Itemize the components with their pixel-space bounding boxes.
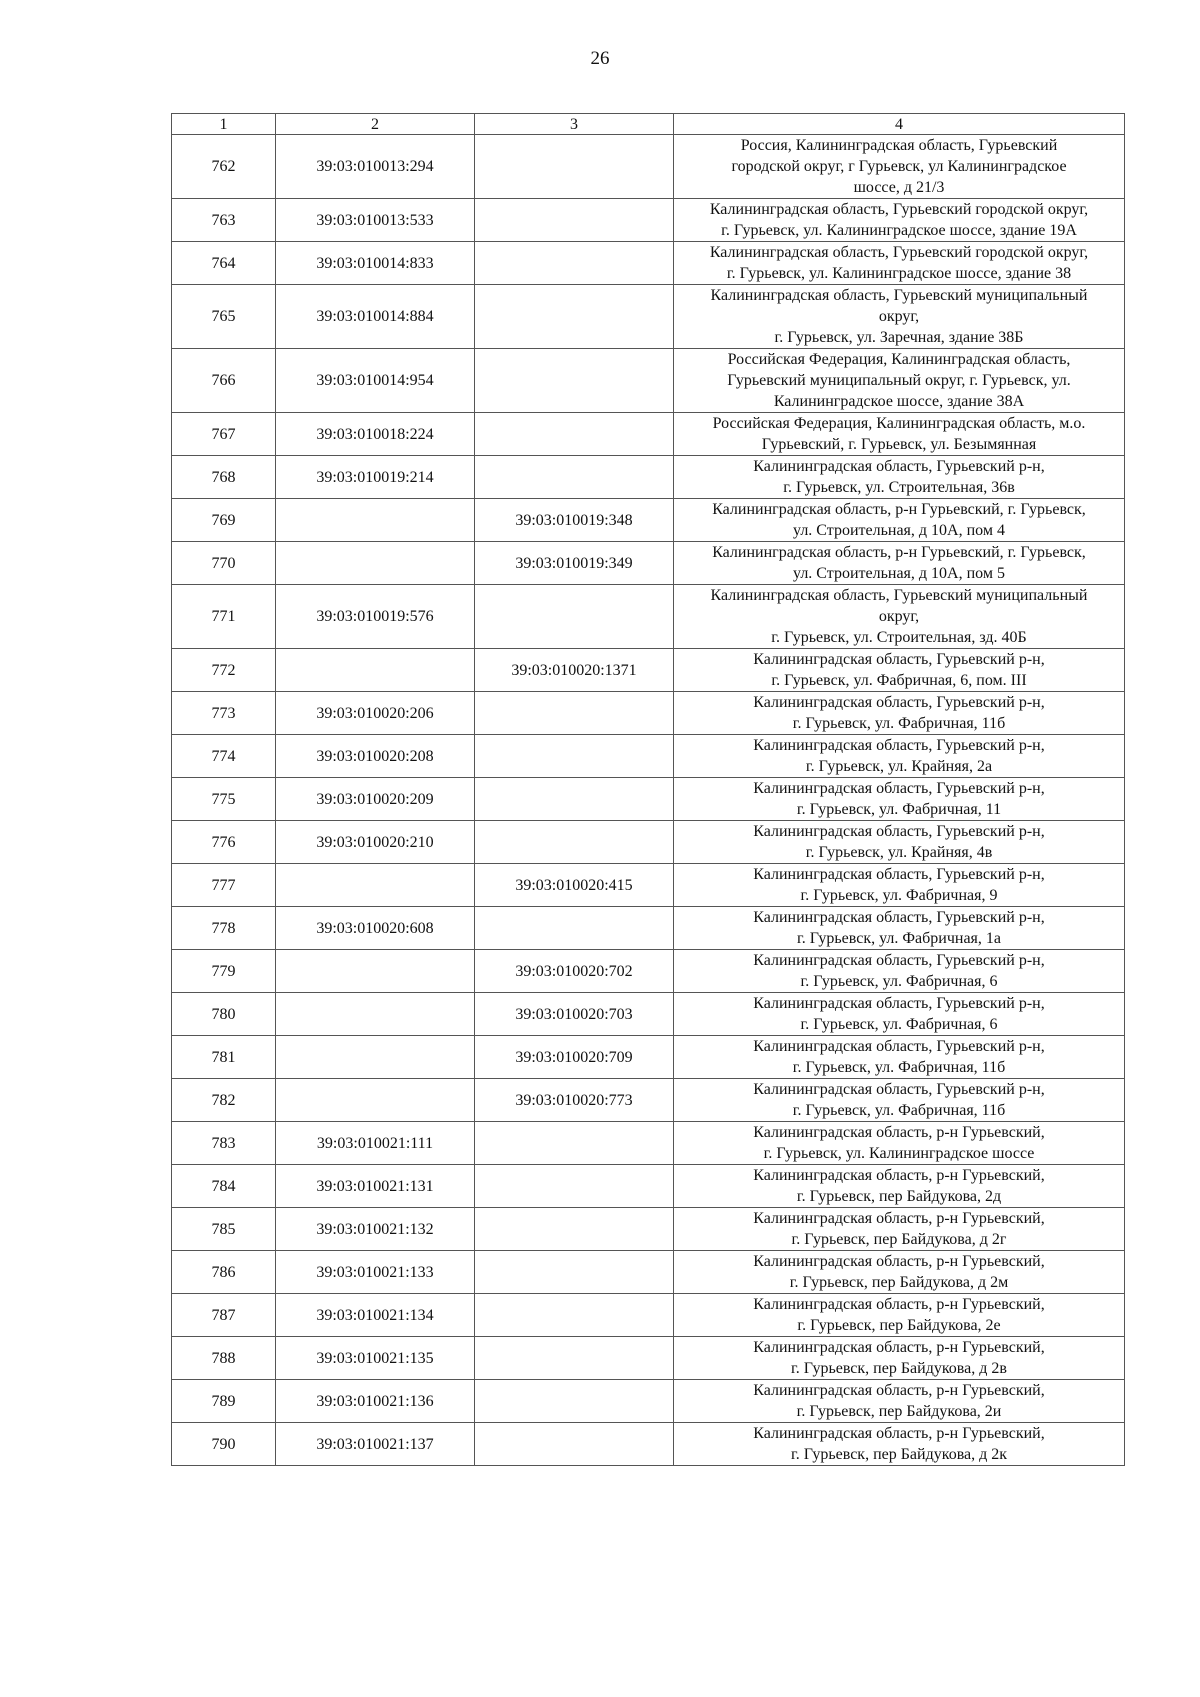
address-line: Калининградская область, Гурьевский р-н, <box>753 909 1045 926</box>
row-number-cell: 788 <box>172 1337 276 1380</box>
address-cell <box>674 1079 1125 1122</box>
table-row <box>172 1337 1125 1380</box>
row-number-cell: 763 <box>172 199 276 242</box>
table-row <box>172 456 1125 499</box>
row-number-cell: 773 <box>172 692 276 735</box>
table-row <box>172 285 1125 349</box>
address-line: г. Гурьевск, ул. Строительная, 36в <box>783 479 1015 496</box>
row-number-cell: 781 <box>172 1036 276 1079</box>
address-line: Калининградская область, Гурьевский р-н, <box>753 995 1045 1012</box>
table-row <box>172 1165 1125 1208</box>
address-cell <box>674 135 1125 199</box>
address-cell <box>674 1380 1125 1423</box>
address-line: Калининградское шоссе, здание 38А <box>773 393 1025 410</box>
address-line: Гурьевский муниципальный округ, г. Гурьевск, ул. <box>727 372 1071 389</box>
table-row <box>172 1251 1125 1294</box>
header-row <box>172 114 1125 135</box>
row-number-cell: 776 <box>172 821 276 864</box>
address-line: Калининградская область, Гурьевский р-н, <box>753 952 1045 969</box>
related-number-cell <box>475 1208 674 1251</box>
related-number-cell: 39:03:010020:773 <box>475 1079 674 1122</box>
table-row <box>172 950 1125 993</box>
address-cell <box>674 1036 1125 1079</box>
address-cell <box>674 242 1125 285</box>
address-line: округ, <box>878 608 920 625</box>
address-line: Калининградская область, р-н Гурьевский, <box>753 1296 1045 1313</box>
row-number-cell: 780 <box>172 993 276 1036</box>
address-line: Калининградская область, р-н Гурьевский, <box>753 1210 1045 1227</box>
address-line: Калининградская область, Гурьевский р-н, <box>753 458 1045 475</box>
related-number-cell <box>475 821 674 864</box>
cadastral-number-cell <box>276 950 475 993</box>
address-line: Калининградская область, Гурьевский р-н, <box>753 694 1045 711</box>
address-line: г. Гурьевск, ул. Фабричная, 11б <box>792 1059 1006 1076</box>
row-number-cell: 771 <box>172 585 276 649</box>
related-number-cell <box>475 692 674 735</box>
address-cell <box>674 199 1125 242</box>
cadastral-number-cell <box>276 542 475 585</box>
address-line: Калининградская область, Гурьевский р-н, <box>753 651 1045 668</box>
cadastral-number-cell <box>276 993 475 1036</box>
table-row <box>172 242 1125 285</box>
address-line: г. Гурьевск, ул. Калининградское шоссе <box>763 1145 1035 1162</box>
address-line: г. Гурьевск, пер Байдукова, 2д <box>796 1188 1002 1205</box>
address-line: г. Гурьевск, ул. Калининградское шоссе, здание 19А <box>721 222 1077 239</box>
address-line: г. Гурьевск, ул. Фабричная, 6 <box>800 1016 998 1033</box>
column-header: 2 <box>276 114 475 135</box>
address-cell <box>674 821 1125 864</box>
address-cell <box>674 413 1125 456</box>
address-cell <box>674 649 1125 692</box>
address-cell <box>674 1208 1125 1251</box>
address-line: г. Гурьевск, пер Байдукова, д 2г <box>791 1231 1007 1248</box>
cadastral-number-cell: 39:03:010014:954 <box>276 349 475 413</box>
cadastral-number-cell: 39:03:010014:833 <box>276 242 475 285</box>
table-row <box>172 1423 1125 1466</box>
address-line: Российская Федерация, Калининградская область, м.о. <box>712 415 1086 432</box>
address-line: Калининградская область, р-н Гурьевский, <box>753 1382 1045 1399</box>
address-line: Калининградская область, Гурьевский муниципальный <box>710 587 1088 604</box>
address-line: ул. Строительная, д 10А, пом 4 <box>793 522 1005 539</box>
table-row <box>172 1294 1125 1337</box>
address-cell <box>674 1122 1125 1165</box>
address-line: г. Гурьевск, ул. Фабричная, 6, пом. III <box>771 672 1027 689</box>
cadastral-number-cell: 39:03:010018:224 <box>276 413 475 456</box>
address-line: шоссе, д 21/3 <box>853 179 945 196</box>
table-row <box>172 735 1125 778</box>
address-cell <box>674 778 1125 821</box>
cadastral-number-cell: 39:03:010021:111 <box>276 1122 475 1165</box>
address-line: Калининградская область, Гурьевский городской округ, <box>709 201 1089 218</box>
related-number-cell <box>475 456 674 499</box>
table-row <box>172 413 1125 456</box>
cadastral-number-cell: 39:03:010013:294 <box>276 135 475 199</box>
address-line: Калининградская область, р-н Гурьевский, <box>753 1124 1045 1141</box>
address-cell <box>674 993 1125 1036</box>
address-cell <box>674 735 1125 778</box>
address-cell <box>674 1337 1125 1380</box>
address-line: г. Гурьевск, ул. Фабричная, 6 <box>800 973 998 990</box>
address-cell <box>674 585 1125 649</box>
cadastral-number-cell: 39:03:010020:208 <box>276 735 475 778</box>
table-row <box>172 692 1125 735</box>
address-line: Калининградская область, Гурьевский р-н, <box>753 737 1045 754</box>
address-line: округ, <box>878 308 920 325</box>
row-number-cell: 768 <box>172 456 276 499</box>
address-cell <box>674 499 1125 542</box>
cadastral-number-cell: 39:03:010021:131 <box>276 1165 475 1208</box>
address-line: Калининградская область, Гурьевский муниципальный <box>710 287 1088 304</box>
cadastral-number-cell: 39:03:010021:136 <box>276 1380 475 1423</box>
table-row <box>172 1380 1125 1423</box>
row-number-cell: 772 <box>172 649 276 692</box>
address-line: г. Гурьевск, ул. Калининградское шоссе, здание 38 <box>726 265 1072 282</box>
related-number-cell <box>475 585 674 649</box>
table-row <box>172 1036 1125 1079</box>
related-number-cell <box>475 735 674 778</box>
table-row <box>172 821 1125 864</box>
table-row <box>172 1122 1125 1165</box>
cadastral-number-cell <box>276 649 475 692</box>
address-cell <box>674 692 1125 735</box>
address-line: г. Гурьевск, пер Байдукова, д 2к <box>790 1446 1008 1463</box>
table-row <box>172 349 1125 413</box>
related-number-cell: 39:03:010020:703 <box>475 993 674 1036</box>
cadastral-number-cell: 39:03:010020:608 <box>276 907 475 950</box>
address-cell <box>674 456 1125 499</box>
address-cell <box>674 950 1125 993</box>
row-number-cell: 765 <box>172 285 276 349</box>
table-row <box>172 1208 1125 1251</box>
cadastral-number-cell: 39:03:010020:206 <box>276 692 475 735</box>
address-line: г. Гурьевск, ул. Фабричная, 11б <box>792 715 1006 732</box>
address-cell <box>674 1251 1125 1294</box>
row-number-cell: 787 <box>172 1294 276 1337</box>
address-cell <box>674 1294 1125 1337</box>
address-line: г. Гурьевск, ул. Фабричная, 11б <box>792 1102 1006 1119</box>
related-number-cell <box>475 349 674 413</box>
table-row <box>172 649 1125 692</box>
address-line: г. Гурьевск, ул. Крайняя, 2а <box>805 758 993 775</box>
address-line: г. Гурьевск, ул. Фабричная, 9 <box>800 887 998 904</box>
row-number-cell: 785 <box>172 1208 276 1251</box>
related-number-cell <box>475 1122 674 1165</box>
table-row <box>172 864 1125 907</box>
address-line: г. Гурьевск, ул. Фабричная, 11 <box>796 801 1002 818</box>
address-cell <box>674 864 1125 907</box>
address-line: Калининградская область, р-н Гурьевский, г. Гурьевск, <box>712 544 1086 561</box>
cadastral-number-cell <box>276 1079 475 1122</box>
cadastral-number-cell: 39:03:010014:884 <box>276 285 475 349</box>
cadastral-number-cell: 39:03:010021:134 <box>276 1294 475 1337</box>
address-line: Калининградская область, Гурьевский р-н, <box>753 823 1045 840</box>
cadastral-number-cell <box>276 864 475 907</box>
column-header: 1 <box>172 114 276 135</box>
address-cell <box>674 1423 1125 1466</box>
table-row <box>172 993 1125 1036</box>
column-header: 4 <box>674 114 1125 135</box>
row-number-cell: 778 <box>172 907 276 950</box>
table-row <box>172 135 1125 199</box>
cadastral-number-cell: 39:03:010020:210 <box>276 821 475 864</box>
address-line: Калининградская область, р-н Гурьевский, <box>753 1425 1045 1442</box>
related-number-cell <box>475 1380 674 1423</box>
related-number-cell <box>475 285 674 349</box>
row-number-cell: 782 <box>172 1079 276 1122</box>
table-row <box>172 542 1125 585</box>
row-number-cell: 766 <box>172 349 276 413</box>
row-number-cell: 774 <box>172 735 276 778</box>
address-cell <box>674 1165 1125 1208</box>
row-number-cell: 775 <box>172 778 276 821</box>
related-number-cell: 39:03:010020:415 <box>475 864 674 907</box>
related-number-cell <box>475 778 674 821</box>
related-number-cell <box>475 1165 674 1208</box>
related-number-cell: 39:03:010019:349 <box>475 542 674 585</box>
table-row <box>172 1079 1125 1122</box>
address-cell <box>674 285 1125 349</box>
cadastral-number-cell: 39:03:010019:576 <box>276 585 475 649</box>
address-cell <box>674 349 1125 413</box>
column-header: 3 <box>475 114 674 135</box>
address-line: Калининградская область, р-н Гурьевский, г. Гурьевск, <box>712 501 1086 518</box>
related-number-cell: 39:03:010020:1371 <box>475 649 674 692</box>
address-line: Калининградская область, р-н Гурьевский, <box>753 1339 1045 1356</box>
related-number-cell <box>475 1251 674 1294</box>
table-row <box>172 778 1125 821</box>
related-number-cell <box>475 907 674 950</box>
cadastral-number-cell: 39:03:010013:533 <box>276 199 475 242</box>
address-line: Калининградская область, Гурьевский р-н, <box>753 780 1045 797</box>
page-number: 26 <box>590 48 610 69</box>
row-number-cell: 789 <box>172 1380 276 1423</box>
row-number-cell: 786 <box>172 1251 276 1294</box>
address-line: Калининградская область, Гурьевский р-н, <box>753 866 1045 883</box>
row-number-cell: 770 <box>172 542 276 585</box>
row-number-cell: 790 <box>172 1423 276 1466</box>
address-line: городской округ, г Гурьевск, ул Калининградское <box>731 158 1067 175</box>
address-line: Российская Федерация, Калининградская область, <box>727 351 1071 368</box>
table-row <box>172 499 1125 542</box>
cadastral-number-cell: 39:03:010021:135 <box>276 1337 475 1380</box>
related-number-cell: 39:03:010019:348 <box>475 499 674 542</box>
row-number-cell: 769 <box>172 499 276 542</box>
related-number-cell <box>475 1294 674 1337</box>
address-cell <box>674 907 1125 950</box>
row-number-cell: 764 <box>172 242 276 285</box>
address-line: Калининградская область, Гурьевский городской округ, <box>709 244 1089 261</box>
address-line: Калининградская область, Гурьевский р-н, <box>753 1081 1045 1098</box>
address-cell <box>674 542 1125 585</box>
related-number-cell <box>475 413 674 456</box>
row-number-cell: 783 <box>172 1122 276 1165</box>
cadastral-number-cell <box>276 499 475 542</box>
address-line: г. Гурьевск, пер Байдукова, д 2м <box>789 1274 1009 1291</box>
row-number-cell: 767 <box>172 413 276 456</box>
cadastral-number-cell: 39:03:010019:214 <box>276 456 475 499</box>
cadastral-number-cell: 39:03:010021:133 <box>276 1251 475 1294</box>
registry-body <box>172 114 1125 1466</box>
related-number-cell: 39:03:010020:709 <box>475 1036 674 1079</box>
address-line: Калининградская область, Гурьевский р-н, <box>753 1038 1045 1055</box>
address-line: Калининградская область, р-н Гурьевский, <box>753 1167 1045 1184</box>
table-row <box>172 907 1125 950</box>
row-number-cell: 779 <box>172 950 276 993</box>
related-number-cell <box>475 1423 674 1466</box>
row-number-cell: 784 <box>172 1165 276 1208</box>
cadastral-number-cell: 39:03:010021:137 <box>276 1423 475 1466</box>
address-line: Россия, Калининградская область, Гурьевский <box>740 137 1058 154</box>
table-row <box>172 585 1125 649</box>
address-line: г. Гурьевск, ул. Строительная, зд. 40Б <box>771 629 1027 646</box>
address-line: г. Гурьевск, ул. Заречная, здание 38Б <box>774 329 1024 346</box>
address-line: г. Гурьевск, пер Байдукова, 2е <box>797 1317 1001 1334</box>
row-number-cell: 762 <box>172 135 276 199</box>
registry-table <box>171 113 1125 1466</box>
related-number-cell <box>475 1337 674 1380</box>
cadastral-number-cell: 39:03:010020:209 <box>276 778 475 821</box>
table-row <box>172 199 1125 242</box>
row-number-cell: 777 <box>172 864 276 907</box>
address-line: г. Гурьевск, ул. Фабричная, 1а <box>796 930 1002 947</box>
address-line: ул. Строительная, д 10А, пом 5 <box>793 565 1005 582</box>
address-line: Гурьевский, г. Гурьевск, ул. Безымянная <box>761 436 1037 453</box>
related-number-cell: 39:03:010020:702 <box>475 950 674 993</box>
cadastral-number-cell <box>276 1036 475 1079</box>
related-number-cell <box>475 199 674 242</box>
related-number-cell <box>475 242 674 285</box>
address-line: г. Гурьевск, ул. Крайняя, 4в <box>805 844 993 861</box>
address-line: г. Гурьевск, пер Байдукова, д 2в <box>791 1360 1007 1377</box>
related-number-cell <box>475 135 674 199</box>
cadastral-number-cell: 39:03:010021:132 <box>276 1208 475 1251</box>
address-line: Калининградская область, р-н Гурьевский, <box>753 1253 1045 1270</box>
address-line: г. Гурьевск, пер Байдукова, 2и <box>796 1403 1002 1420</box>
